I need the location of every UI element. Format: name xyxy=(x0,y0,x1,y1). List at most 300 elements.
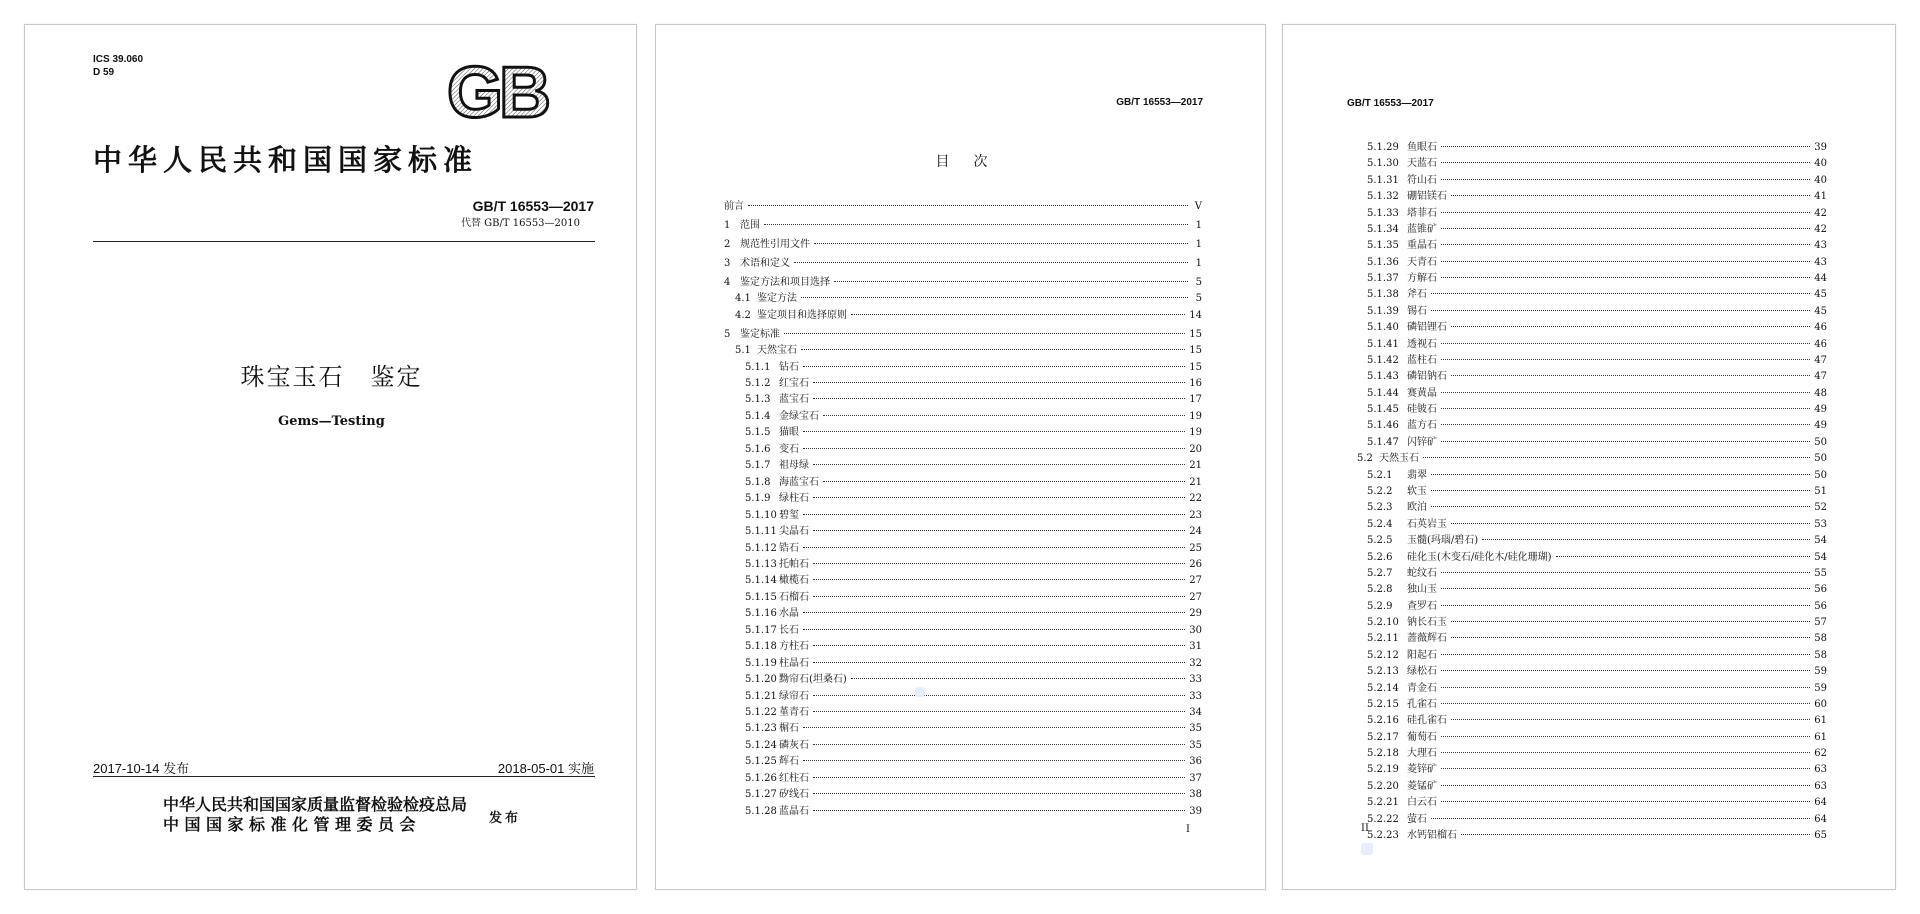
toc-entry[interactable] xyxy=(1367,600,1827,614)
toc-leader-dots xyxy=(1451,637,1810,638)
toc-entry-title: 钻石 xyxy=(779,361,799,373)
toc-leader-dots xyxy=(1431,506,1810,507)
toc-leader-dots xyxy=(813,497,1185,498)
toc-entry-page: 35 xyxy=(1189,739,1202,751)
toc-entry[interactable] xyxy=(1367,551,1827,565)
toc-entry[interactable] xyxy=(745,755,1202,769)
toc-entry-page: 15 xyxy=(1189,361,1202,373)
toc-entry-number: 5.1.16 xyxy=(745,608,777,620)
toc-entry[interactable] xyxy=(745,393,1202,407)
toc-entry-page: 64 xyxy=(1814,797,1827,809)
toc-leader-dots xyxy=(803,727,1185,728)
toc-entry-page: 17 xyxy=(1189,394,1202,406)
toc-entry[interactable] xyxy=(745,772,1202,786)
toc-entry[interactable] xyxy=(1367,763,1827,777)
toc-leader-dots xyxy=(1441,228,1810,229)
toc-entry-page: 5 xyxy=(1195,293,1202,305)
toc-entry-page: 54 xyxy=(1814,551,1827,563)
toc-leader-dots xyxy=(1431,310,1810,311)
toc-entry[interactable] xyxy=(724,276,1202,290)
toc-entry-page: 41 xyxy=(1814,191,1827,203)
toc-entry-number: 5.1.15 xyxy=(745,591,777,603)
toc-entry[interactable] xyxy=(745,525,1202,539)
implement-date: 2018-05-01 实施 xyxy=(497,761,594,776)
toc-entry-page: 60 xyxy=(1814,698,1827,710)
toc-entry-page: 48 xyxy=(1814,387,1827,399)
toc-entry-number: 5.1.5 xyxy=(745,427,771,439)
toc-entry-page: 40 xyxy=(1814,174,1827,186)
toc-entry[interactable] xyxy=(1367,485,1827,499)
toc-entry-number: 4.1 xyxy=(735,293,751,305)
toc-entry-number: 5.2.10 xyxy=(1367,617,1399,629)
toc-entry[interactable] xyxy=(745,492,1202,506)
toc-entry[interactable] xyxy=(724,257,1202,271)
toc-entry-title: 蓝柱石 xyxy=(1407,354,1437,366)
toc-entry-page: 63 xyxy=(1814,780,1827,792)
toc-entry-title: 天然宝石 xyxy=(757,345,797,357)
toc-entry-page: 24 xyxy=(1189,526,1202,538)
toc-entry-title: 蓝方石 xyxy=(1407,420,1437,432)
toc-entry[interactable] xyxy=(735,292,1202,306)
toc-entry-number: 5.2.4 xyxy=(1367,518,1393,530)
toc-entry-page: 43 xyxy=(1814,256,1827,268)
toc-entry-title: 翡翠 xyxy=(1407,469,1427,481)
toc-entry-number: 5.1.32 xyxy=(1367,191,1399,203)
toc-leader-dots xyxy=(1441,146,1810,147)
toc-leader-dots xyxy=(813,563,1185,564)
toc-leader-dots xyxy=(1441,424,1810,425)
toc-entry-number: 5.1.30 xyxy=(1367,158,1399,170)
toc-entry-title: 托帕石 xyxy=(779,558,809,570)
toc-entry-number: 5.2.15 xyxy=(1367,698,1399,710)
toc-entry[interactable] xyxy=(745,459,1202,473)
toc-entry-title: 钠长石玉 xyxy=(1407,617,1447,629)
toc-entry-number: 5.1.13 xyxy=(745,558,777,570)
toc-entry[interactable] xyxy=(724,200,1202,214)
toc-entry-page: 31 xyxy=(1189,641,1202,653)
toc-leader-dots xyxy=(1441,179,1810,180)
toc-entry-title: 橄榄石 xyxy=(779,575,809,587)
toc-leader-dots xyxy=(803,612,1185,613)
toc-entry-page: 50 xyxy=(1814,436,1827,448)
toc-leader-dots xyxy=(851,314,1185,315)
toc-entry-title: 塔菲石 xyxy=(1407,207,1437,219)
toc-entry-title: 青金石 xyxy=(1407,682,1437,694)
toc-entry[interactable] xyxy=(745,361,1202,375)
toc-entry[interactable] xyxy=(745,690,1202,704)
toc-entry-number: 5.2.8 xyxy=(1367,584,1393,596)
toc-entry[interactable] xyxy=(745,426,1202,440)
toc-entry-number: 5.1.21 xyxy=(745,690,777,702)
toc-entry[interactable] xyxy=(745,739,1202,753)
toc-entry-title: 查罗石 xyxy=(1407,600,1437,612)
toc-entry-page: 43 xyxy=(1814,240,1827,252)
toc-entry-number: 5.2.13 xyxy=(1367,666,1399,678)
toc-leader-dots xyxy=(1431,490,1810,491)
toc-entry[interactable] xyxy=(745,657,1202,671)
toc-entry-number: 5.1.28 xyxy=(745,805,777,817)
toc-entry-title: 堇青石 xyxy=(779,707,809,718)
toc-entry-title: 猫眼 xyxy=(779,427,799,439)
toc-leader-dots xyxy=(1451,326,1810,327)
toc-entry-title: 鱼眼石 xyxy=(1407,142,1437,153)
toc-leader-dots xyxy=(1441,687,1810,688)
toc-entry[interactable] xyxy=(1367,469,1827,483)
toc-entry[interactable] xyxy=(1367,518,1827,532)
toc-entry-page: 30 xyxy=(1189,624,1202,636)
toc-entry-title: 蓝宝石 xyxy=(779,394,809,406)
toc-entry-number: 5.2.3 xyxy=(1367,502,1393,514)
toc-entry[interactable] xyxy=(745,640,1202,654)
toc-entry[interactable] xyxy=(1367,207,1827,221)
toc-entry[interactable] xyxy=(745,410,1202,424)
toc-leader-dots xyxy=(813,382,1185,383)
toc-entry-title: 斧石 xyxy=(1407,289,1427,301)
toc-entry-title: 蓝锥矿 xyxy=(1407,223,1437,235)
toc-entry-number: 5.2.12 xyxy=(1367,649,1399,661)
toc-entry-title: 菱锰矿 xyxy=(1407,780,1437,792)
toc-entry[interactable] xyxy=(745,377,1202,391)
toc-leader-dots xyxy=(1451,195,1810,196)
toc-leader-dots xyxy=(1451,719,1810,720)
toc-entry[interactable] xyxy=(1367,239,1827,253)
toc-entry[interactable] xyxy=(724,219,1202,233)
standard-chinese-name: 珠宝玉石 鉴定 xyxy=(240,363,423,391)
toc-entry-number: 5.1.43 xyxy=(1367,371,1399,383)
toc-leader-dots xyxy=(1451,375,1810,376)
toc-leader-dots xyxy=(834,281,1188,282)
toc-entry[interactable] xyxy=(745,722,1202,736)
issuer-line-1: 中华人民共和国国家质量监督检验检疫总局 xyxy=(163,795,468,814)
toc-leader-dots xyxy=(813,530,1185,531)
toc-entry-number: 5.2.16 xyxy=(1367,715,1399,727)
toc-leader-dots xyxy=(823,415,1185,416)
toc-leader-dots xyxy=(784,333,1185,334)
toc-entry[interactable] xyxy=(745,509,1202,523)
toc-entry-title: 绿帘石 xyxy=(779,690,809,702)
toc-leader-dots xyxy=(803,514,1185,515)
toc-entry-page: 53 xyxy=(1814,518,1827,530)
toc-entry[interactable] xyxy=(1367,370,1827,384)
toc-entry[interactable] xyxy=(1367,714,1827,728)
toc-entry-title: 硼铝镁石 xyxy=(1407,191,1447,203)
toc-entry[interactable] xyxy=(1367,501,1827,515)
toc-leader-dots xyxy=(1441,572,1810,573)
toc-entry-number: 5.1.35 xyxy=(1367,240,1399,252)
toc-entry[interactable] xyxy=(1367,436,1827,450)
publish-date: 2017-10-14 发布 xyxy=(93,761,190,776)
toc-entry[interactable] xyxy=(1367,190,1827,204)
toc-entry-number: 5.1.18 xyxy=(745,641,777,653)
toc-entry-title: 天蓝石 xyxy=(1407,158,1437,170)
toc-entry-number: 5.1.20 xyxy=(745,674,777,686)
toc-entry[interactable] xyxy=(1367,223,1827,237)
toc-page-2 xyxy=(1282,24,1896,890)
toc-leader-dots xyxy=(794,262,1188,263)
toc-entry[interactable] xyxy=(1367,272,1827,286)
toc-entry[interactable] xyxy=(1367,256,1827,270)
toc-entry[interactable] xyxy=(745,706,1202,720)
toc-entry-title: 白云石 xyxy=(1407,797,1437,809)
toc-leader-dots xyxy=(801,297,1188,298)
toc-entry[interactable] xyxy=(1367,665,1827,679)
toc-entry-title: 术语和定义 xyxy=(740,257,790,269)
toc-entry[interactable] xyxy=(745,542,1202,556)
toc-entry-number: 5.1.2 xyxy=(745,378,771,389)
toc-entry-number: 5.1.12 xyxy=(745,542,777,554)
toc-entry-page: 20 xyxy=(1189,443,1202,455)
toc-entry-number: 5.1.29 xyxy=(1367,142,1399,153)
toc-entry[interactable] xyxy=(1367,567,1827,581)
toc-entry-page: 59 xyxy=(1814,682,1827,694)
replaces-standard: 代替 GB/T 16553—2010 xyxy=(461,218,580,229)
toc-entry[interactable] xyxy=(1367,174,1827,188)
toc-entry-page: 49 xyxy=(1814,404,1827,416)
toc-entry-number: 5.1.4 xyxy=(745,410,771,422)
toc-entry-title: 符山石 xyxy=(1407,174,1437,186)
toc-entry-page: 27 xyxy=(1189,575,1202,587)
toc-entry[interactable] xyxy=(1367,157,1827,171)
toc-entry-title: 石榴石 xyxy=(779,591,809,603)
toc-entry-number: 4 xyxy=(724,276,731,288)
toc-leader-dots xyxy=(813,662,1185,663)
toc-entry-page: 32 xyxy=(1189,657,1202,669)
toc-leader-dots xyxy=(813,695,1185,696)
toc-entry-title: 菱锌矿 xyxy=(1407,764,1437,776)
toc-entry-page: 16 xyxy=(1189,378,1202,389)
toc-leader-dots xyxy=(1461,834,1810,835)
toc-entry-number: 5.1.36 xyxy=(1367,256,1399,268)
page-header: GB/T 16553—2017 xyxy=(1347,98,1434,109)
toc-leader-dots xyxy=(1441,392,1810,393)
toc-leader-dots xyxy=(1451,523,1810,524)
toc-entry-title: 赛黄晶 xyxy=(1407,387,1437,399)
toc-entry[interactable] xyxy=(1367,141,1827,155)
toc-entry[interactable] xyxy=(1367,403,1827,417)
toc-entry-page: 64 xyxy=(1814,813,1827,825)
toc-entry[interactable] xyxy=(745,558,1202,572)
toc-entry-number: 5.1.22 xyxy=(745,707,777,718)
cover-page xyxy=(24,24,637,890)
toc-leader-dots xyxy=(823,481,1185,482)
toc-entry[interactable] xyxy=(1367,305,1827,319)
toc-entry-title: 绿柱石 xyxy=(779,493,809,505)
toc-entry-title: 鉴定项目和选择原则 xyxy=(757,309,847,321)
toc-entry-number: 5.2.22 xyxy=(1367,813,1399,825)
toc-entry-number: 5.1.25 xyxy=(745,756,777,768)
toc-entry[interactable] xyxy=(1367,387,1827,401)
toc-entry-number: 5.2.17 xyxy=(1367,731,1399,743)
toc-entry-title: 欧泊 xyxy=(1407,502,1427,514)
toc-entry-title: 方解石 xyxy=(1407,273,1437,285)
toc-entry[interactable] xyxy=(1367,649,1827,663)
toc-entry-page: 58 xyxy=(1814,633,1827,645)
ics-code xyxy=(93,53,143,79)
toc-entry[interactable] xyxy=(745,624,1202,638)
toc-entry[interactable] xyxy=(724,328,1202,342)
toc-entry[interactable] xyxy=(1367,534,1827,548)
toc-entry-page: 33 xyxy=(1189,690,1202,702)
toc-entry-number: 5.1.10 xyxy=(745,509,777,521)
toc-entry-title: 前言 xyxy=(724,201,744,212)
toc-entry-title: 硅化玉(木变石/硅化木/硅化珊瑚) xyxy=(1407,551,1552,563)
toc-entry[interactable] xyxy=(1367,780,1827,794)
toc-entry[interactable] xyxy=(745,443,1202,457)
toc-entry-number: 5.1.23 xyxy=(745,723,777,735)
toc-entry-page: 61 xyxy=(1814,731,1827,743)
toc-entry-title: 海蓝宝石 xyxy=(779,476,819,488)
toc-entry-page: 45 xyxy=(1814,305,1827,317)
bottom-divider xyxy=(93,776,595,777)
toc-entry[interactable] xyxy=(724,238,1202,252)
toc-entry-page: 19 xyxy=(1189,427,1202,439)
toc-entry-number: 5.1.41 xyxy=(1367,338,1399,350)
toc-entry[interactable] xyxy=(1367,321,1827,335)
toc-entry-title: 榍石 xyxy=(779,723,799,735)
toc-entry[interactable] xyxy=(1357,452,1827,466)
toc-entry[interactable] xyxy=(1367,583,1827,597)
publish-label: 发布 xyxy=(489,811,522,826)
toc-entry[interactable] xyxy=(1367,632,1827,646)
toc-entry-title: 尖晶石 xyxy=(779,526,809,538)
toc-entry-number: 5.1.1 xyxy=(745,361,771,373)
toc-entry-title: 硅孔雀石 xyxy=(1407,715,1447,727)
toc-entry[interactable] xyxy=(745,673,1202,687)
toc-entry-title: 葡萄石 xyxy=(1407,731,1437,743)
toc-leader-dots xyxy=(1482,539,1810,540)
toc-entry-title: 祖母绿 xyxy=(779,460,809,472)
toc-entry[interactable] xyxy=(1367,338,1827,352)
toc-entry[interactable] xyxy=(1367,419,1827,433)
toc-entry[interactable] xyxy=(1367,813,1827,827)
toc-leader-dots xyxy=(813,579,1185,580)
toc-leader-dots xyxy=(1431,293,1810,294)
toc-entry[interactable] xyxy=(1367,682,1827,696)
toc-entry-number: 5.1.37 xyxy=(1367,273,1399,285)
toc-entry-number: 5.1.45 xyxy=(1367,404,1399,416)
toc-entry-page: 56 xyxy=(1814,584,1827,596)
toc-entry-number: 5.1.27 xyxy=(745,789,777,801)
toc-entry-number: 5.2.11 xyxy=(1367,633,1399,645)
toc-entry[interactable] xyxy=(1367,288,1827,302)
toc-entry[interactable] xyxy=(745,788,1202,802)
toc-entry-title: 鉴定方法 xyxy=(757,293,797,305)
toc-entry-title: 规范性引用文件 xyxy=(740,238,810,250)
toc-entry-number: 5.2.19 xyxy=(1367,764,1399,776)
toc-entry-title: 软玉 xyxy=(1407,485,1427,497)
toc-entry[interactable] xyxy=(745,476,1202,490)
toc-entry-number: 5.1.7 xyxy=(745,460,771,472)
toc-entry[interactable] xyxy=(745,591,1202,605)
toc-leader-dots xyxy=(803,547,1185,548)
standard-english-name: Gems—Testing xyxy=(278,414,385,429)
toc-entry-page: 45 xyxy=(1814,289,1827,301)
toc-leader-dots xyxy=(1441,752,1810,753)
toc-entry-number: 3 xyxy=(724,257,731,269)
toc-leader-dots xyxy=(1441,343,1810,344)
toc-entry[interactable] xyxy=(1367,796,1827,810)
toc-entry-page: 25 xyxy=(1189,542,1202,554)
toc-leader-dots xyxy=(813,645,1185,646)
toc-leader-dots xyxy=(813,777,1185,778)
toc-entry-number: 5.2.21 xyxy=(1367,797,1399,809)
toc-entry-page: 29 xyxy=(1189,608,1202,620)
toc-leader-dots xyxy=(813,744,1185,745)
toc-entry-number: 5.1.34 xyxy=(1367,223,1399,235)
standard-category-title: 中华人民共和国国家标准 xyxy=(93,143,479,177)
toc-entry-title: 独山玉 xyxy=(1407,584,1437,596)
toc-entry[interactable] xyxy=(1367,616,1827,630)
toc-entry-page: 46 xyxy=(1814,338,1827,350)
toc-entry-number: 5.1.26 xyxy=(745,772,777,784)
toc-entry[interactable] xyxy=(1367,747,1827,761)
toc-entry-number: 5.1.38 xyxy=(1367,289,1399,301)
toc-entry-page: 61 xyxy=(1814,715,1827,727)
toc-entry-title: 范围 xyxy=(740,219,760,231)
toc-entry-number: 5.1.39 xyxy=(1367,305,1399,317)
toc-entry[interactable] xyxy=(1367,731,1827,745)
toc-entry[interactable] xyxy=(1367,698,1827,712)
toc-entry[interactable] xyxy=(745,607,1202,621)
toc-entry-number: 5.2 xyxy=(1357,453,1373,465)
toc-entry-page: 50 xyxy=(1814,453,1827,465)
toc-entry[interactable] xyxy=(1367,829,1827,843)
toc-entry-number: 5.1.46 xyxy=(1367,420,1399,432)
toc-entry-title: 磷铝钠石 xyxy=(1407,371,1447,383)
toc-entry-page: 50 xyxy=(1814,469,1827,481)
toc-entry-number: 5.2.20 xyxy=(1367,780,1399,792)
standard-number: GB/T 16553—2017 xyxy=(472,198,594,214)
toc-entry-title: 鉴定方法和项目选择 xyxy=(740,276,830,288)
toc-leader-dots xyxy=(1441,605,1810,606)
toc-entry-page: 59 xyxy=(1814,666,1827,678)
toc-leader-dots xyxy=(1441,277,1810,278)
toc-entry-number: 5.1.47 xyxy=(1367,436,1399,448)
toc-entry-number: 5 xyxy=(724,328,731,340)
toc-entry-page: 55 xyxy=(1814,567,1827,579)
toc-entry-number: 5.1.19 xyxy=(745,657,777,669)
toc-entry-page: 21 xyxy=(1189,476,1202,488)
toc-entry-title: 鉴定标准 xyxy=(740,328,780,340)
toc-leader-dots xyxy=(813,596,1185,597)
toc-leader-dots xyxy=(1441,244,1810,245)
toc-entry-page: 1 xyxy=(1195,219,1202,231)
toc-entry[interactable] xyxy=(745,805,1202,819)
toc-entry-page: 5 xyxy=(1195,276,1202,288)
toc-entry-title: 方柱石 xyxy=(779,641,809,653)
toc-entry-number: 5.1.42 xyxy=(1367,354,1399,366)
toc-entry-number: 5.1.17 xyxy=(745,624,777,636)
toc-entry[interactable] xyxy=(735,309,1202,323)
toc-leader-dots xyxy=(1441,785,1810,786)
toc-entry-page: 42 xyxy=(1814,207,1827,219)
ics-number: ICS 39.060 xyxy=(93,54,144,65)
toc-entry-title: 硅铍石 xyxy=(1407,404,1437,416)
toc-entry[interactable] xyxy=(735,344,1202,358)
toc-entry-title: 绿松石 xyxy=(1407,666,1437,678)
toc-entry[interactable] xyxy=(745,574,1202,588)
toc-entry-page: 34 xyxy=(1189,707,1202,718)
toc-entry-page: 15 xyxy=(1189,345,1202,357)
toc-leader-dots xyxy=(1441,703,1810,704)
toc-leader-dots xyxy=(1441,670,1810,671)
toc-entry-title: 变石 xyxy=(779,443,799,455)
toc-leader-dots xyxy=(803,448,1185,449)
toc-entry-title: 长石 xyxy=(779,624,799,636)
toc-entry-number: 5.1.31 xyxy=(1367,174,1399,186)
toc-entry-title: 锡石 xyxy=(1407,305,1427,317)
toc-entry[interactable] xyxy=(1367,354,1827,368)
